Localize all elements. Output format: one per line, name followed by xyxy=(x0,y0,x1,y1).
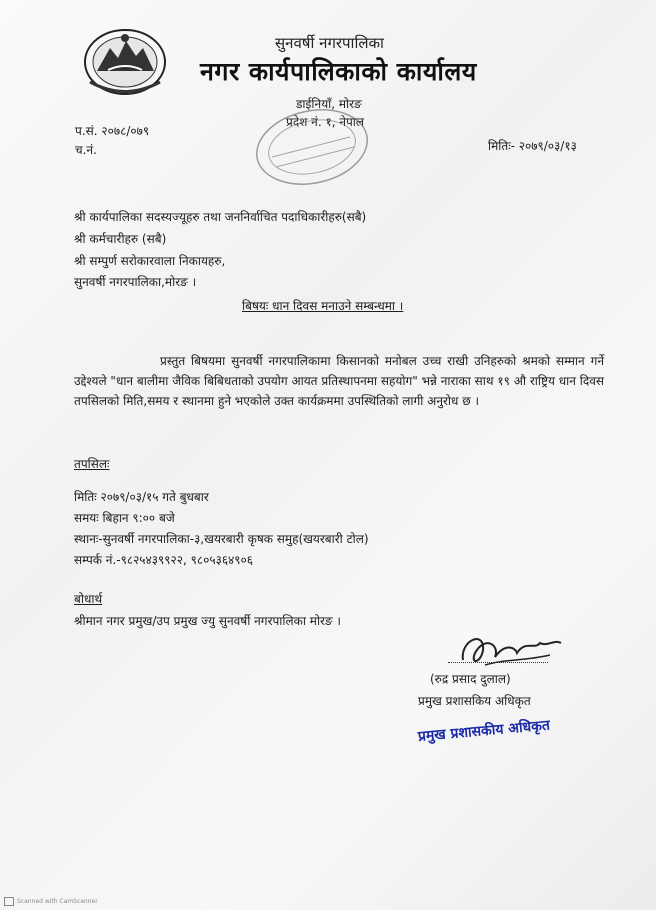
addressee-line: श्री कर्मचारीहरु (सबै) xyxy=(74,232,167,246)
detail-venue: स्थानः-सुनवर्षी नगरपालिका-३,खयरबारी कृषक समुह(खयरबारी टोल) xyxy=(74,532,369,546)
letter-subject: बिषयः धान दिवस मनाउने सम्बन्धमा । xyxy=(242,299,404,313)
handwritten-signature xyxy=(455,625,565,670)
addressee-line: श्री सम्पुर्ण सरोकारवाला निकायहरु, xyxy=(74,254,226,268)
scanner-note: Scanned with CamScanner xyxy=(17,898,98,905)
cc-label: बोधार्थ xyxy=(74,592,103,606)
details-label: तपसिलः xyxy=(74,457,110,471)
camscanner-icon xyxy=(4,897,14,906)
scanner-watermark xyxy=(4,897,98,906)
letter-body: प्रस्तुत बिषयमा सुनवर्षी नगरपालिकामा किसानको मनोबल उच्च राखी उनिहरुको श्रमको सम्मान गर्ने उद्देश्यले "धान बालीमा जैविक बिबिधताको उपयोग आयत प्रतिस्थापनमा सहयोग" भन्ने नाराका साथ १९ औ राष्ट्रिय धान दिवस तपसिलको मिति,समय र स्थानमा हुने भएकोले उक्त कार्यक्रममा उपस्थितिको लागी अनुरोध छ । xyxy=(74,354,604,408)
nepal-emblem-icon xyxy=(80,26,170,98)
office-address: डाईनियाँ, मोरङ xyxy=(296,97,362,111)
letter-date: मितिः- २०७९/०३/१३ xyxy=(488,139,577,153)
cc-line: श्रीमान नगर प्रमुख/उप प्रमुख ज्यु सुनवर्षी नगरपालिका मोरङ । xyxy=(74,614,341,628)
addressee-line: सुनवर्षी नगरपालिका,मोरङ । xyxy=(74,275,197,289)
municipality-name: सुनवर्षी नगरपालिका xyxy=(275,34,384,52)
patra-sankhya: प.सं. २०७८/०७९ xyxy=(75,124,150,138)
office-province: प्रदेश नं. १, नेपाल xyxy=(286,115,365,129)
signature-line xyxy=(448,662,548,663)
detail-date: मितिः २०७९/०३/१५ गते बुधबार xyxy=(74,490,209,504)
chalani-number: च.नं. xyxy=(75,143,97,157)
office-title: नगर कार्यपालिकाको कार्यालय xyxy=(200,57,477,86)
addressee-line: श्री कार्यपालिका सदस्यज्यूहरु तथा जननिर्वाचित पदाधिकारीहरु(सबै) xyxy=(74,210,367,224)
detail-time: समयः बिहान ९:०० बजे xyxy=(74,511,175,525)
office-seal-stamp xyxy=(250,105,375,190)
signatory-name: (रुद्र प्रसाद दुलाल) xyxy=(430,672,511,686)
designation-stamp: प्रमुख प्रशासकीय अधिकृत xyxy=(417,717,551,745)
detail-contact: सम्पर्क नं.-९८२५४३९९२२, ९८०५३६४९०६ xyxy=(74,553,254,567)
signatory-title: प्रमुख प्रशासकिय अधिकृत xyxy=(418,694,531,708)
